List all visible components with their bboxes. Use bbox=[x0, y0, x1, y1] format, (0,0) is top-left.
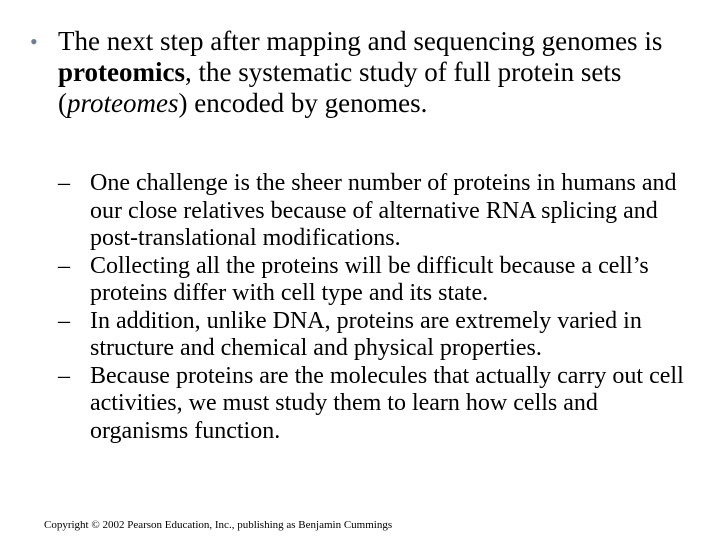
sub-bullet-item bbox=[58, 363, 698, 446]
sub-bullet-text: In addition, unlike DNA, proteins are extremely varied in structure and chemical and physical properties. bbox=[90, 307, 642, 361]
main-bullet-text bbox=[58, 26, 700, 119]
sub-bullet-item bbox=[58, 170, 698, 253]
sub-bullet-text: Because proteins are the molecules that actually carry out cell activities, we must study them to learn how cells and organisms function. bbox=[90, 362, 684, 444]
dash-icon: – bbox=[58, 252, 70, 279]
copyright-notice: Copyright © 2002 Pearson Education, Inc., publishing as Benjamin Cummings bbox=[44, 519, 393, 531]
main-text-middle: , the systematic study of full protein sets ( bbox=[58, 57, 622, 118]
sub-bullet-item bbox=[58, 253, 698, 308]
proteomics-term: proteomics bbox=[58, 57, 185, 87]
bullet-icon: • bbox=[30, 29, 38, 54]
dash-icon: – bbox=[58, 307, 70, 334]
main-text-intro: The next step after mapping and sequencing genomes is bbox=[58, 26, 663, 56]
main-bullet bbox=[30, 26, 700, 119]
sub-bullet-list bbox=[58, 170, 698, 445]
sub-bullet-text: One challenge is the sheer number of proteins in humans and our close relatives because of alternative RNA splicing and post-translational modifications. bbox=[90, 170, 677, 251]
proteomes-term: proteomes bbox=[67, 88, 179, 118]
dash-icon: – bbox=[58, 362, 70, 389]
sub-bullet-item bbox=[58, 308, 698, 363]
main-text-end: ) encoded by genomes. bbox=[178, 88, 428, 118]
sub-bullet-text: Collecting all the proteins will be difficult because a cell’s proteins differ with cell type and its state. bbox=[90, 252, 649, 306]
dash-icon: – bbox=[58, 170, 70, 196]
